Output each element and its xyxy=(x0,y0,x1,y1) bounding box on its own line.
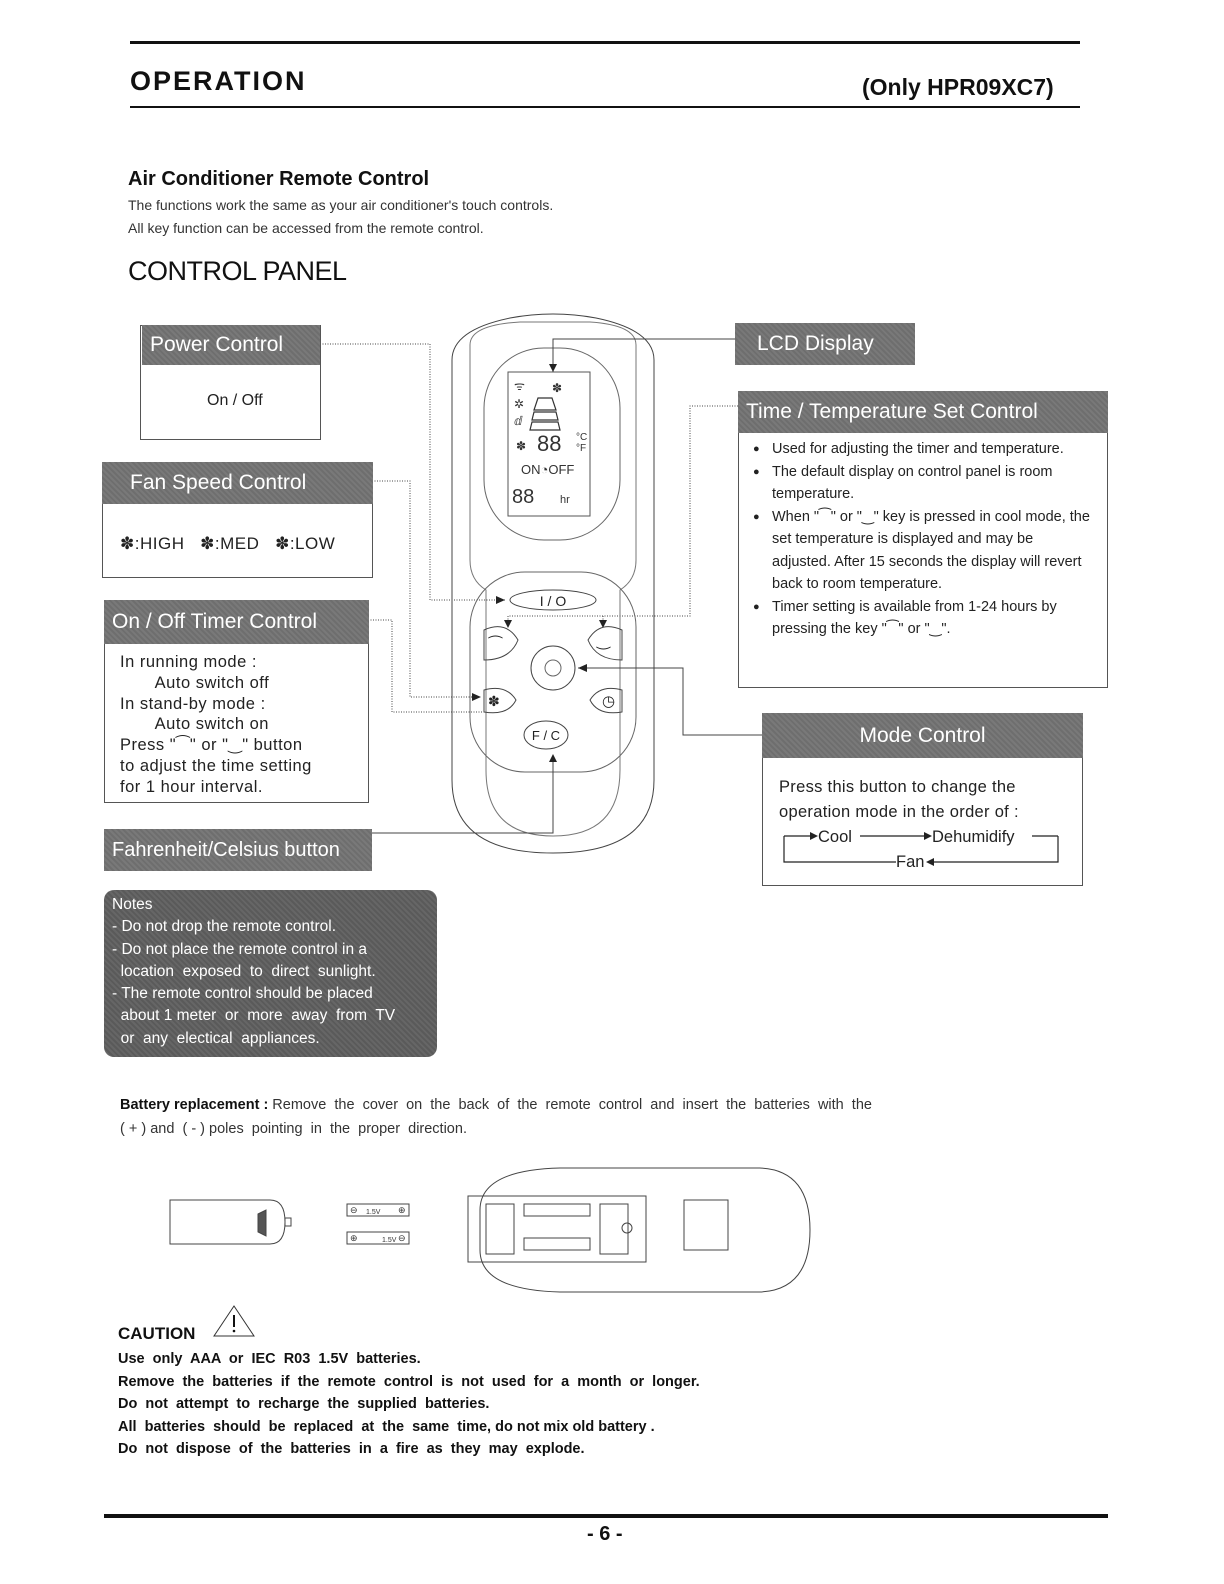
remote-up-icon: ⁀ xyxy=(489,637,502,654)
power-control-text: On / Off xyxy=(207,392,263,409)
lcd-snow-icon: ✲ xyxy=(514,397,525,411)
caution-item: Use only AAA or IEC R03 1.5V batteries. xyxy=(118,1351,421,1367)
time-temp-label: Time / Temperature Set Control xyxy=(738,391,1108,433)
remote-fan-icon: ✽ xyxy=(488,693,500,709)
caution-title-text: CAUTION xyxy=(118,1324,196,1343)
notes-line: - Do not place the remote control in a xyxy=(112,940,368,958)
caution-item: Remove the batteries if the remote control is not used for a month or longer. xyxy=(118,1373,700,1390)
notes-line: - Do not drop the remote control. xyxy=(112,918,337,936)
notes-line: - The remote control should be placed xyxy=(112,985,373,1003)
lcd-c-unit: °C xyxy=(576,432,588,443)
minus-icon: ⊖ xyxy=(350,1205,358,1215)
cell-top-label: 1.5V xyxy=(366,1209,381,1216)
mode-fan: Fan xyxy=(896,853,925,871)
battery-compartment xyxy=(468,1196,646,1262)
lcd-hr-digits: 88 xyxy=(512,486,535,508)
time-temp-item: ● Used for adjusting the timer and temperature. xyxy=(772,438,1092,461)
fan-speed-label: Fan Speed Control xyxy=(102,462,373,504)
power-control-label: Power Control xyxy=(142,325,320,365)
fan-med-text: :MED xyxy=(214,534,260,553)
remote-back-outline xyxy=(480,1168,810,1292)
page-number: - 6 - xyxy=(587,1523,623,1545)
lcd-temp-digits: 88 xyxy=(537,431,562,456)
remote-down-icon: ‿ xyxy=(597,633,610,650)
lcd-signal-icon: ᯤ xyxy=(514,379,525,393)
battery-line-2: ( + ) and ( - ) poles pointing in the proper direction. xyxy=(120,1121,467,1137)
timer-control-label: On / Off Timer Control xyxy=(104,600,369,644)
lcd-fan-icon: ✽ xyxy=(552,381,563,395)
battery-label: Battery replacement : xyxy=(120,1097,269,1113)
remote-onoff-label: I / O xyxy=(539,593,567,609)
lcd-hr-unit: hr xyxy=(560,494,570,506)
notes-line: or any electical appliances. xyxy=(112,1029,320,1047)
page-title: OPERATION xyxy=(130,66,307,96)
model-label: (Only HPR09XC7) xyxy=(862,74,1054,100)
mode-control-text: Press this button to change the operation mode in the order of : xyxy=(779,778,1019,821)
notes-line: about 1 meter or more away from TV xyxy=(112,1007,396,1025)
minus-icon: ⊖ xyxy=(398,1233,406,1243)
caution-title xyxy=(118,1324,195,1344)
mode-dehumidify: Dehumidify xyxy=(932,828,1015,846)
control-panel-title: CONTROL PANEL xyxy=(128,256,347,286)
mode-cool: Cool xyxy=(818,828,852,846)
lcd-drop-icon: ⅆ xyxy=(514,414,523,428)
caution-list xyxy=(118,1348,700,1461)
caution-item: Do not attempt to recharge the supplied batteries. xyxy=(118,1396,490,1413)
footer-rule xyxy=(104,1514,1108,1518)
caution-item: Do not dispose of the batteries in a fire as they may explode. xyxy=(118,1441,585,1458)
caution-item: All batteries should be replaced at the same time, do not mix old battery . xyxy=(118,1418,655,1435)
fan-high-text: :HIGH xyxy=(134,534,185,553)
fan-med-icon: ✽ xyxy=(200,534,215,553)
time-temp-item: ● The default display on control panel is room temperature. xyxy=(772,461,1092,506)
lcd-display-label: LCD Display xyxy=(735,323,915,365)
remote-fc-label: F / C xyxy=(531,728,561,743)
fan-high-icon: ✽ xyxy=(120,534,135,553)
time-temp-item: ● Timer setting is available from 1-24 hours by pressing the key "⁀" or "‿". xyxy=(772,596,1092,641)
notes-title: Notes xyxy=(112,896,153,913)
mode-control-label: Mode Control xyxy=(762,713,1083,758)
lcd-f-unit: °F xyxy=(576,443,587,454)
intro-line-1: The functions work the same as your air conditioner's touch controls. xyxy=(128,197,554,213)
cell-bottom-label: 1.5V xyxy=(382,1237,397,1244)
section-title: Air Conditioner Remote Control xyxy=(128,168,430,190)
lcd-fan2-icon: ✽ xyxy=(516,439,527,453)
fc-button-label: Fahrenheit/Celsius button xyxy=(104,829,372,871)
back-window xyxy=(684,1200,728,1250)
warning-icon xyxy=(212,1304,256,1338)
lcd-onoff-text: ON◔OFF xyxy=(521,462,575,477)
fan-low-text: :LOW xyxy=(289,534,336,553)
plus-icon: ⊕ xyxy=(398,1205,406,1215)
intro-line-2: All key function can be accessed from the remote control. xyxy=(128,220,484,236)
notes-line: location exposed to direct sunlight. xyxy=(112,962,376,980)
battery-text: Remove the cover on the back of the remote control and insert the batteries with the xyxy=(268,1097,872,1113)
battery-cover xyxy=(170,1200,285,1244)
fan-low-icon: ✽ xyxy=(275,534,290,553)
timer-control-text: In running mode : Auto switch off In stand-by mode : Auto switch on Press "⁀" or "‿" button to adjust the time setting for 1 hour interval. xyxy=(120,653,312,796)
plus-icon: ⊕ xyxy=(350,1233,358,1243)
time-temp-item: ● When "⁀" or "‿" key is pressed in cool mode, the set temperature is displayed and may be adjusted. After 15 seconds the display will revert back to room temperature. xyxy=(772,506,1092,596)
remote-timer-icon: ◷ xyxy=(602,693,616,710)
cover-tab xyxy=(258,1210,266,1236)
